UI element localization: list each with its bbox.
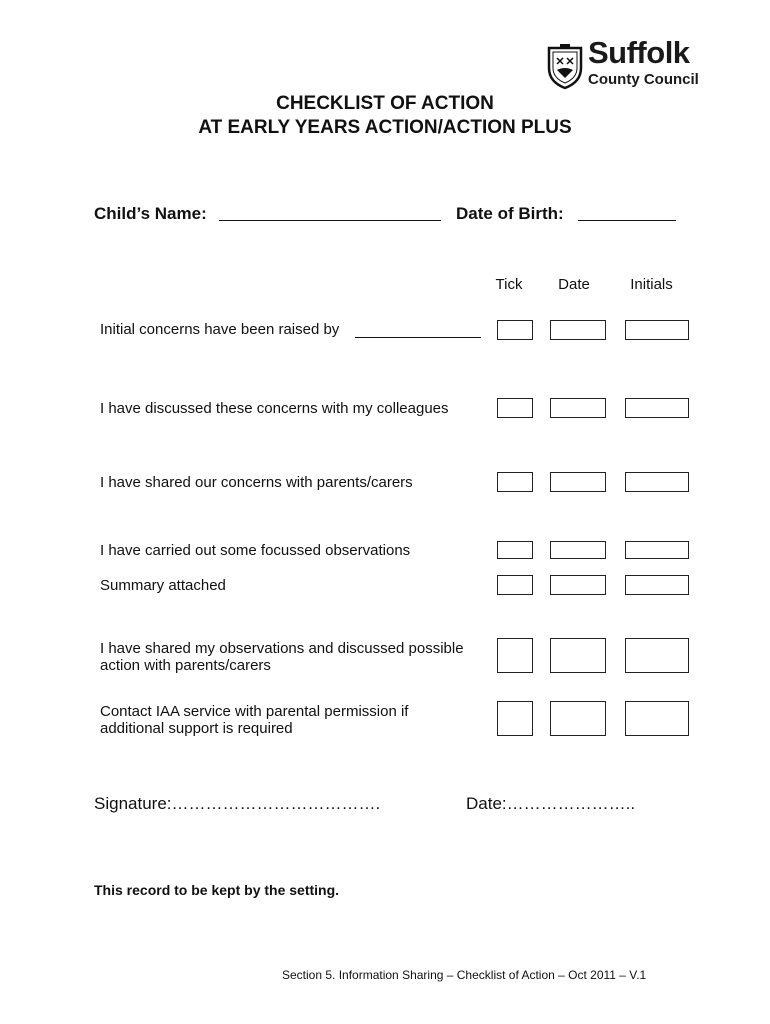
checklist-item-label: action with parents/carers bbox=[100, 657, 271, 674]
tick-box[interactable] bbox=[497, 575, 533, 595]
initials-box[interactable] bbox=[625, 638, 689, 673]
record-note: This record to be kept by the setting. bbox=[94, 882, 340, 898]
tick-box[interactable] bbox=[497, 398, 533, 418]
date-box[interactable] bbox=[550, 472, 606, 492]
initials-box[interactable] bbox=[625, 398, 689, 418]
initials-box[interactable] bbox=[625, 320, 689, 340]
tick-box[interactable] bbox=[497, 701, 533, 736]
initials-box[interactable] bbox=[625, 575, 689, 595]
tick-box[interactable] bbox=[497, 472, 533, 492]
date-box[interactable] bbox=[550, 541, 606, 559]
checklist-item-label: Initial concerns have been raised by bbox=[100, 321, 340, 338]
page-footer: Section 5. Information Sharing – Checklist of Action – Oct 2011 – V.1 bbox=[282, 968, 647, 982]
column-header-tick: Tick bbox=[495, 276, 523, 293]
tick-box[interactable] bbox=[497, 320, 533, 340]
checklist-item-label: additional support is required bbox=[100, 720, 293, 737]
date-box[interactable] bbox=[550, 398, 606, 418]
signature-date-field[interactable]: Date:………………….. bbox=[466, 794, 636, 813]
date-box[interactable] bbox=[550, 701, 606, 736]
tick-box[interactable] bbox=[497, 638, 533, 673]
checklist-item-label: Summary attached bbox=[100, 577, 226, 594]
checklist-item-label: I have discussed these concerns with my colleagues bbox=[100, 400, 449, 417]
logo-name: Suffolk bbox=[588, 35, 690, 70]
checklist-item-label: I have carried out some focussed observations bbox=[100, 542, 411, 559]
date-of-birth-field[interactable] bbox=[578, 220, 676, 221]
checklist-item-label: I have shared my observations and discussed possible bbox=[100, 640, 464, 657]
checklist-item-label: Contact IAA service with parental permission if bbox=[100, 703, 409, 720]
date-of-birth-label: Date of Birth: bbox=[456, 204, 564, 223]
page-title-line2: AT EARLY YEARS ACTION/ACTION PLUS bbox=[198, 117, 572, 138]
date-box[interactable] bbox=[550, 320, 606, 340]
child-name-label: Child’s Name: bbox=[94, 204, 207, 223]
tick-box[interactable] bbox=[497, 541, 533, 559]
initials-box[interactable] bbox=[625, 701, 689, 736]
column-header-initials: Initials bbox=[630, 276, 673, 293]
date-box[interactable] bbox=[550, 575, 606, 595]
signature-field[interactable]: Signature:………………………………. bbox=[94, 794, 381, 813]
page-title-line1: CHECKLIST OF ACTION bbox=[276, 93, 494, 114]
raised-by-field[interactable] bbox=[355, 337, 481, 338]
date-box[interactable] bbox=[550, 638, 606, 673]
child-name-field[interactable] bbox=[219, 220, 441, 221]
initials-box[interactable] bbox=[625, 541, 689, 559]
suffolk-crest-logo bbox=[546, 44, 584, 90]
column-header-date: Date bbox=[558, 276, 590, 293]
checklist-item-label: I have shared our concerns with parents/carers bbox=[100, 474, 413, 491]
initials-box[interactable] bbox=[625, 472, 689, 492]
logo-subtitle: County Council bbox=[588, 71, 699, 88]
